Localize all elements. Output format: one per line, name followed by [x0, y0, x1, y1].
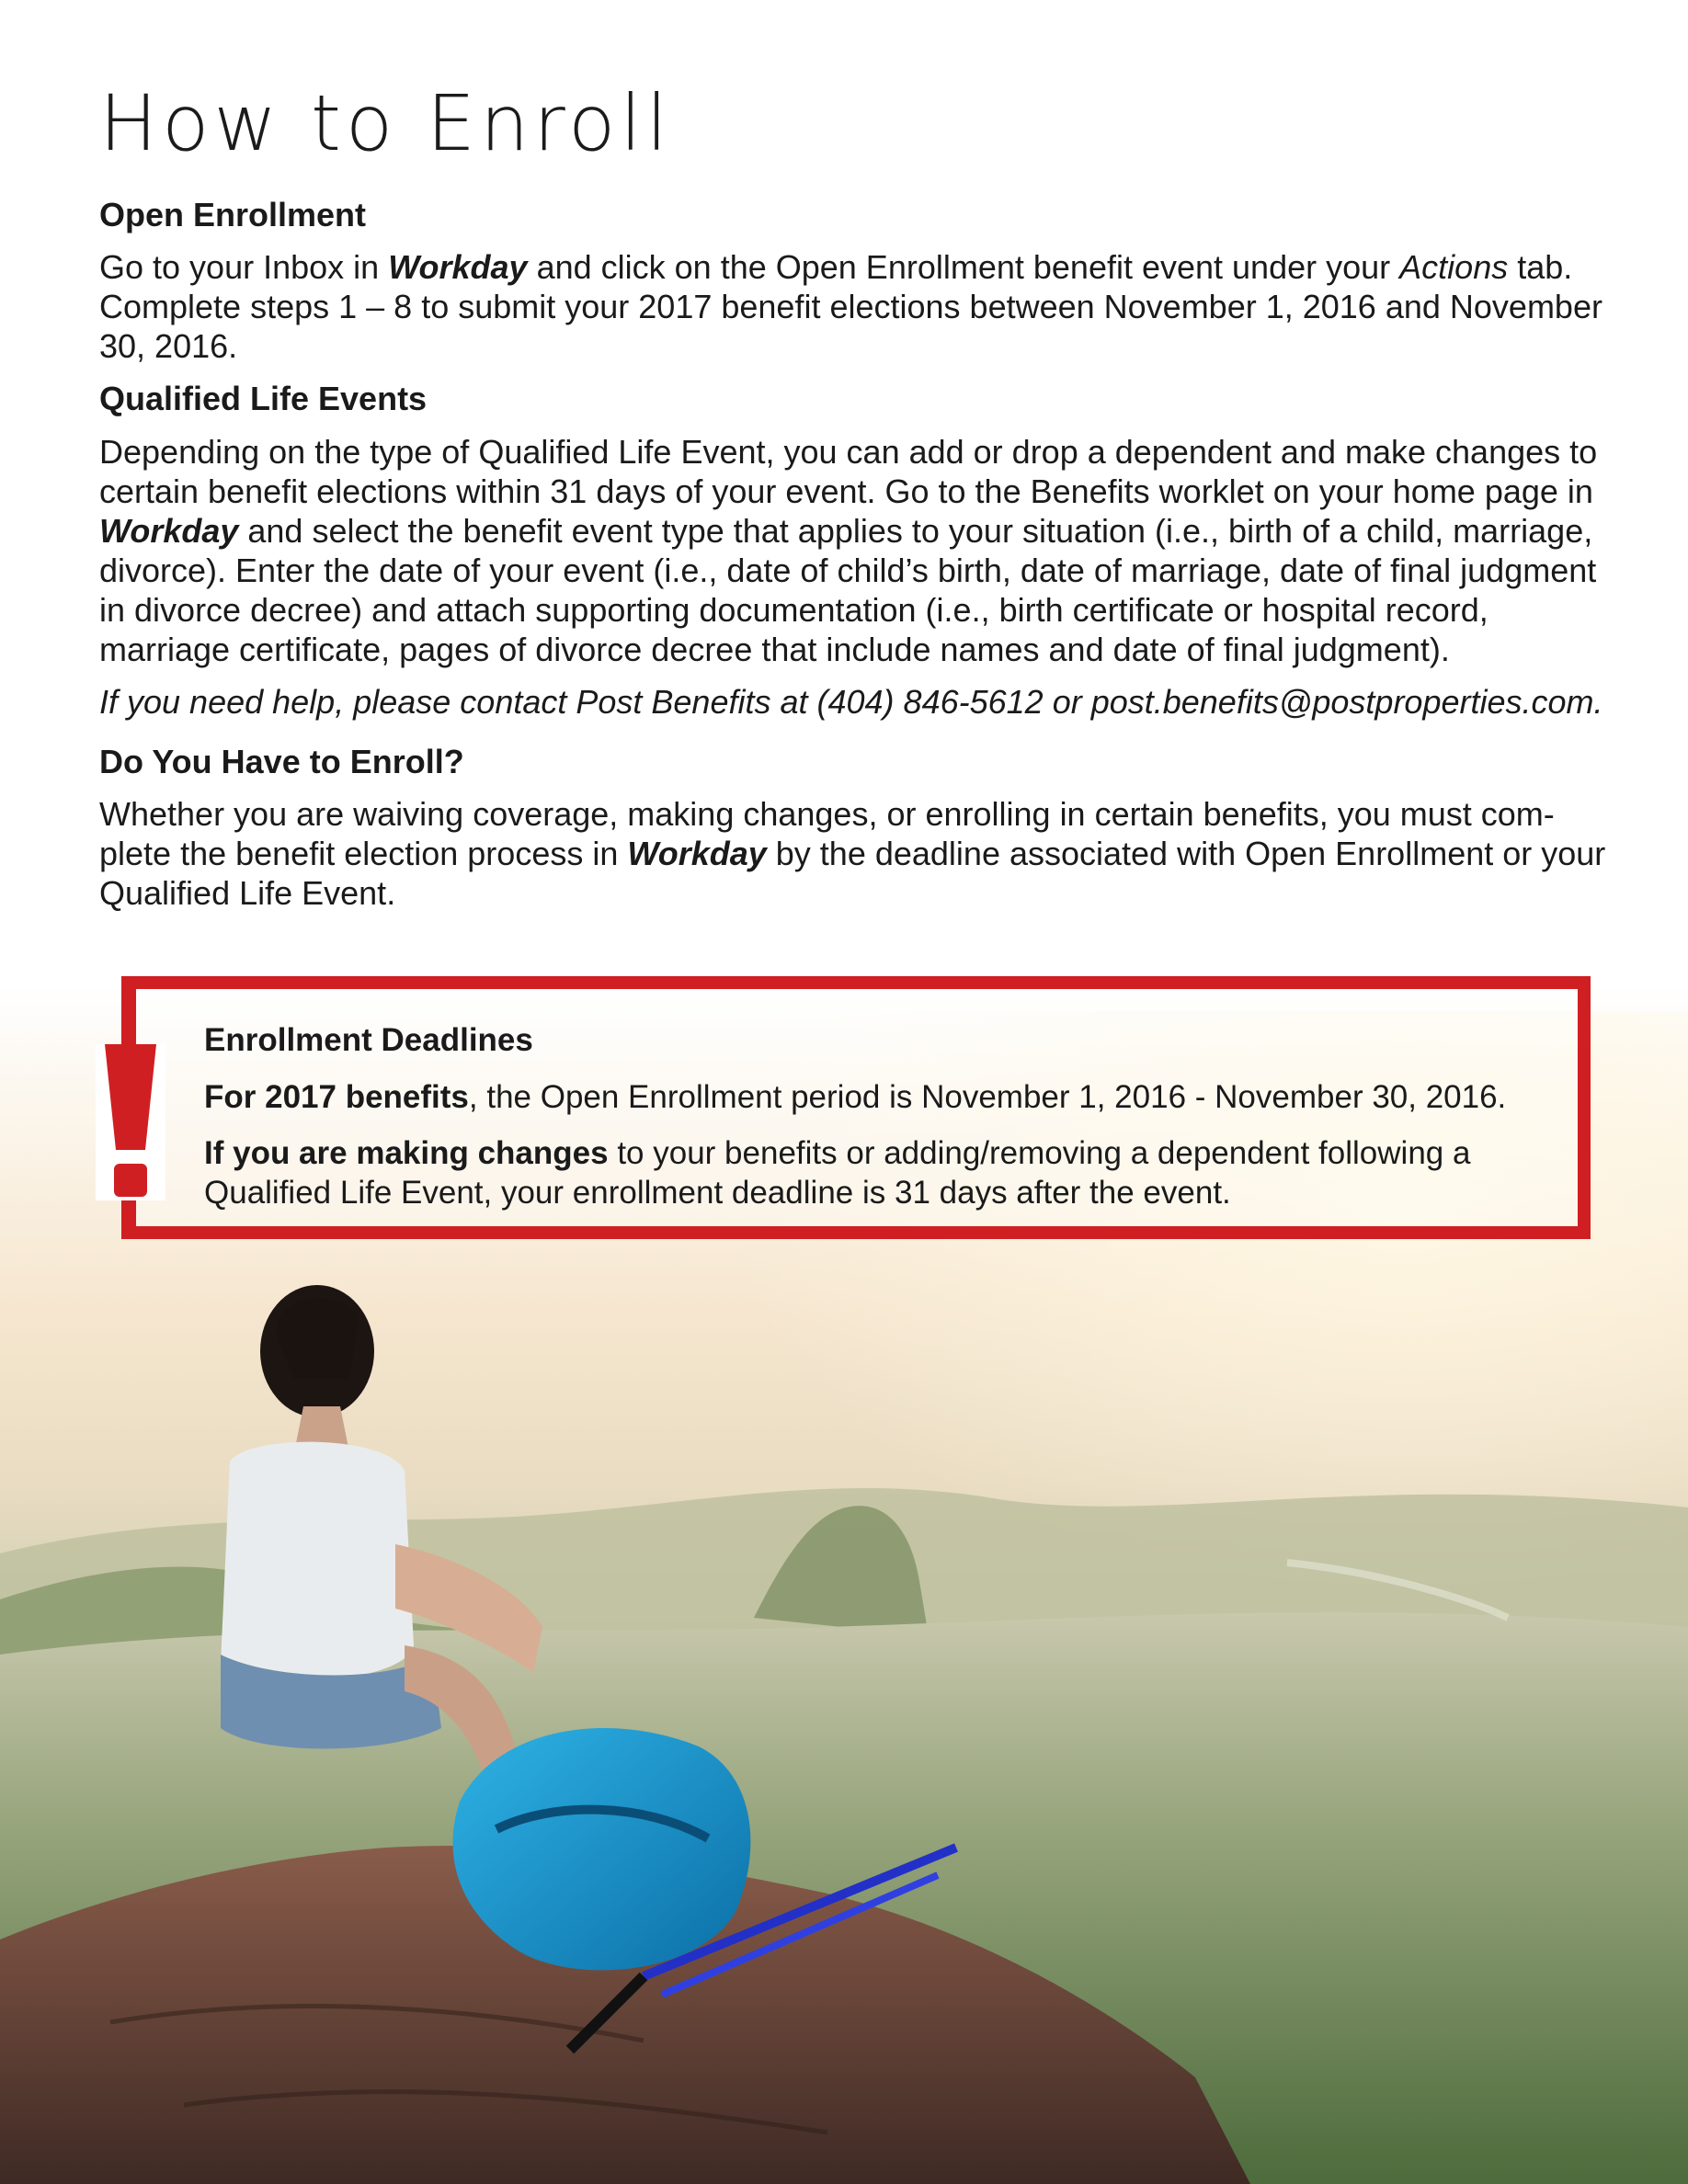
deadline-line-2-rest: to your benefits or adding/removing a dependent following a Qualified Life Event, your enrollment deadline is 31 days after the event. [204, 1135, 1471, 1211]
page-title: How to Enroll [99, 78, 673, 168]
qualified-life-events-text [99, 432, 1607, 669]
do-you-have-to-enroll-section [99, 742, 1607, 913]
workday-term: Workday [388, 248, 528, 287]
qle-text-2: and select the benefit event type that applies to your situation (i.e., birth of a child, marriage, divorce). Enter the date of your event (i.e., date of child’s birth, date of marriage, date of final judgment in divorce decree) and attach supporting documentation (i.e., birth certificate or hospital record, marriage certificate, pages of divorce decree that include names and date of final judgment). [99, 511, 1597, 668]
help-contact-text: If you need help, please contact Post Benefits at (404) 846-5612 or post.benefits@postproperties.com. [99, 682, 1603, 721]
exclamation-icon [96, 1044, 165, 1200]
qualified-life-events-section [99, 379, 1607, 668]
deadline-line-1-bold: For 2017 benefits [204, 1079, 469, 1115]
open-enrollment-text-3: tab. Complete steps 1 – 8 to submit your 2017 benefit elections between November 1, 2016 and November 30, 2016. [99, 248, 1602, 366]
open-enrollment-text [99, 247, 1607, 366]
workday-term: Workday [627, 834, 767, 872]
open-enrollment-section [99, 195, 1607, 366]
deadline-line-1 [204, 1077, 1541, 1117]
enrollment-deadlines-box [121, 976, 1591, 1239]
do-you-have-to-enroll-text [99, 794, 1607, 913]
deadline-line-2 [204, 1133, 1541, 1212]
qualified-life-events-heading: Qualified Life Events [99, 380, 428, 418]
enrollment-deadlines-heading: Enrollment Deadlines [204, 1022, 533, 1058]
page-content [99, 78, 1607, 926]
deadline-line-1-rest: , the Open Enrollment period is November 1, 2016 - November 30, 2016. [468, 1079, 1507, 1115]
qle-text-1: Depending on the type of Qualified Life Event, you can add or drop a dependent and make changes to certain benefit elections within 31 days of your event. Go to the Benefits worklet on your home page in [99, 432, 1598, 510]
deadline-line-2-bold: If you are making changes [204, 1135, 609, 1171]
do-you-have-to-enroll-heading: Do You Have to Enroll? [99, 742, 464, 780]
enroll-text-1: Whether you are waiving coverage, making changes, or enrolling in certain benefits, you must com-plete the benefit election process in [99, 794, 1555, 872]
open-enrollment-text-1: Go to your Inbox in [99, 248, 389, 287]
enroll-text-2: by the deadline associated with Open Enrollment or your Qualified Life Event. [99, 834, 1606, 912]
actions-term: Actions [1399, 248, 1509, 287]
workday-term: Workday [99, 511, 239, 550]
open-enrollment-text-2: and click on the Open Enrollment benefit event under your [527, 248, 1400, 287]
open-enrollment-heading: Open Enrollment [99, 196, 367, 234]
deadlines-content [204, 1022, 1541, 1229]
